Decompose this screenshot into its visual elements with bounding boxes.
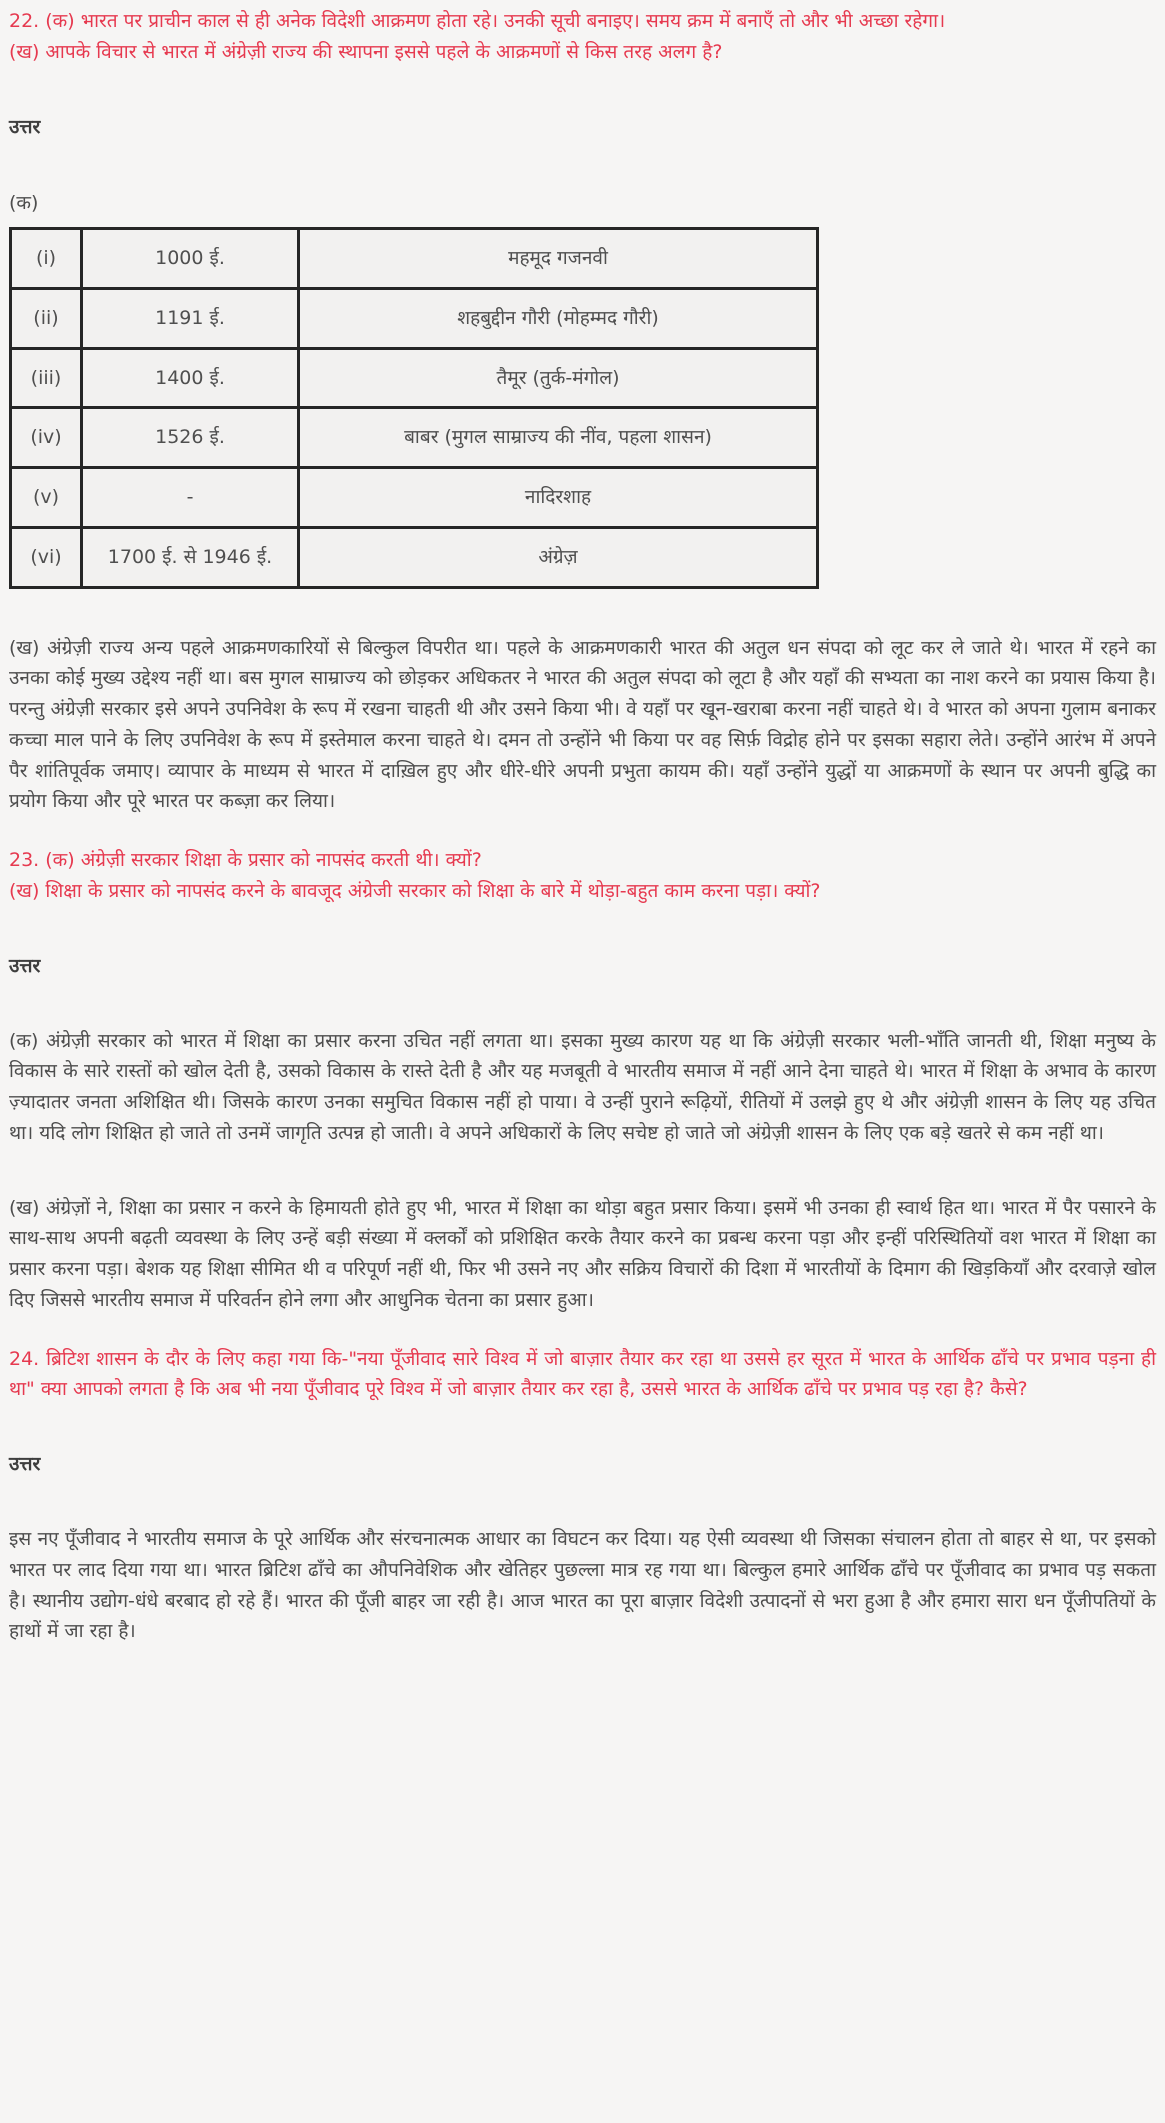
invader-cell: नादिरशाह (299, 468, 818, 528)
table-row (11, 229, 818, 289)
answer-label-q22: उत्तर (9, 115, 41, 138)
q22-answer-part-b-paragraph: (ख) अंग्रेज़ी राज्य अन्य पहले आक्रमणकारियों से बिल्कुल विपरीत था। पहले के आक्रमणकारी भारत की अतुल धन संपदा को लूट कर ले जाते थे। भारत में रहने का उनका कोई मुख्य उद्देश्य नहीं था। बस मुगल साम्राज्य को छोड़कर अधिकतर ने भारत की अतुल संपदा को लूटा है और यहाँ की सभ्यता का नाश करने का प्रयास किया है। परन्तु अंग्रेज़ी सरकार इसे अपने उपनिवेश के रूप में रखना चाहती थी और उसने किया भी। वे यहाँ पर खून-खराबा करना नहीं चाहते थे। वे भारत को अपना गुलाम बनाकर कच्चा माल पाने के लिए उपनिवेश के रूप में इस्तेमाल करना चाहते थे। दमन तो उन्होंने भी किया पर वह सिर्फ़ विद्रोह होने पर इसका सहारा लेते। उन्होंने आरंभ में अपने पैर शांतिपूर्वक जमाए। व्यापार के माध्यम से भारत में दाख़िल हुए और धीरे-धीरे अपनी प्रभुता कायम की। यहाँ उन्होंने युद्धों या आक्रमणों के स्थान पर अपनी बुद्धि का प्रयोग किया और पूरे भारत पर कब्ज़ा कर लिया। (9, 636, 1156, 813)
invader-cell: अंग्रेज़ (299, 527, 818, 587)
q23-answer-part-b-paragraph: (ख) अंग्रेज़ों ने, शिक्षा का प्रसार न करने के हिमायती होते हुए भी, भारत में शिक्षा का थोड़ा बहुत प्रसार किया। इसमें भी उनका ही स्वार्थ हित था। भारत में पैर पसारने के साथ-साथ अपनी बढ़ती व्यवस्था के लिए उन्हें बड़ी संख्या में क्लर्कों को प्रशिक्षित करके तैयार करने का प्रबन्ध करना पड़ा और इन्हीं परिस्थितियों वश भारत में शिक्षा का प्रसार करना पड़ा। बेशक यह शिक्षा सीमित थी व परिपूर्ण नहीं थी, फिर भी उसने नए और सक्रिय विचारों की दिशा में भारतीयों के दिमाग की खिड़कियाँ और दरवाज़े खोल दिए जिससे भारतीय समाज में परिवर्तन होने लगा और आधुनिक चेतना का प्रसार हुआ। (9, 1196, 1156, 1311)
invasions-table (9, 227, 819, 589)
invader-cell: महमूद गजनवी (299, 229, 818, 289)
invader-cell: तैमूर (तुर्क-मंगोल) (299, 348, 818, 408)
question-23-part-b: (ख) शिक्षा के प्रसार को नापसंद करने के बावजूद अंग्रेजी सरकार को शिक्षा के बारे में थोड़ा-बहुत काम करना पड़ा। क्यों? (9, 880, 821, 903)
answer-label-q23: उत्तर (9, 954, 41, 977)
period-cell: 1000 ई. (82, 229, 299, 289)
table-row (11, 288, 818, 348)
table-row (11, 527, 818, 587)
table-row (11, 348, 818, 408)
period-cell: - (82, 468, 299, 528)
invader-cell: शहबुद्दीन गौरी (मोहम्मद गौरी) (299, 288, 818, 348)
row-index-cell: (vi) (11, 527, 82, 587)
row-index-cell: (v) (11, 468, 82, 528)
row-index-cell: (iii) (11, 348, 82, 408)
period-cell: 1700 ई. से 1946 ई. (82, 527, 299, 587)
question-22-part-b: (ख) आपके विचार से भारत में अंग्रेज़ी राज्य की स्थापना इससे पहले के आक्रमणों से किस तरह अलग है? (9, 40, 723, 63)
question-24-text: 24. ब्रिटिश शासन के दौर के लिए कहा गया कि-"नया पूँजीवाद सारे विश्व में जो बाज़ार तैयार कर रहा था उससे हर सूरत में भारत के आर्थिक ढाँचे पर प्रभाव पड़ना ही था" क्या आपको लगता है कि अब भी नया पूँजीवाद पूरे विश्व में जो बाज़ार तैयार कर रहा है, उससे भारत के आर्थिक ढाँचे पर प्रभाव पड़ रहा है? कैसे? (9, 1347, 1156, 1401)
period-cell: 1526 ई. (82, 408, 299, 468)
row-index-cell: (i) (11, 229, 82, 289)
q24-answer-paragraph: इस नए पूँजीवाद ने भारतीय समाज के पूरे आर्थिक और संरचनात्मक आधार का विघटन कर दिया। यह ऐसी व्यवस्था थी जिसका संचालन होता तो बाहर से था, पर इसको भारत पर लाद दिया गया था। भारत ब्रिटिश ढाँचे का औपनिवेशिक और खेतिहर पुछल्ला मात्र रह गया था। बिल्कुल हमारे आर्थिक ढाँचे पर पूँजीवाद का प्रभाव पड़ सकता है। स्थानीय उद्योग-धंधे बरबाद हो रहे हैं। भारत की पूँजी बाहर जा रही है। आज भारत का पूरा बाज़ार विदेशी उत्पादनों से भरा हुआ है और हमारा सारा धन पूँजीपतियों के हाथों में जा रहा है। (9, 1527, 1156, 1643)
question-24-block (9, 1344, 1156, 1406)
period-cell: 1191 ई. (82, 288, 299, 348)
period-cell: 1400 ई. (82, 348, 299, 408)
answer-part-a-label: (क) (9, 192, 39, 215)
row-index-cell: (ii) (11, 288, 82, 348)
table-row (11, 408, 818, 468)
question-23-block (9, 845, 1156, 907)
question-22-part-a: 22. (क) भारत पर प्राचीन काल से ही अनेक विदेशी आक्रमण होता रहे। उनकी सूची बनाइए। समय क्रम में बनाएँ तो और भी अच्छा रहेगा। (9, 10, 946, 32)
answer-label-q24: उत्तर (9, 1453, 41, 1476)
q23-answer-part-a-paragraph: (क) अंग्रेज़ी सरकार को भारत में शिक्षा का प्रसार करना उचित नहीं लगता था। इसका मुख्य कारण यह था कि अंग्रेज़ी सरकार भली-भाँति जानती थी, शिक्षा मनुष्य के विकास के सारे रास्तों को खोल देती है, उसको विकास के रास्ते देती है और यह मजबूती वे भारतीय समाज में नहीं आने देना चाहते थे। भारत में शिक्षा के अभाव के कारण ज़्यादातर जनता अशिक्षित थी। जिसके कारण उनका समुचित विकास नहीं हो पाया। वे उन्हीं पुराने रूढ़ियों, रीतियों में उलझे हुए थे और अंग्रेज़ी शासन के लिए यह उचित था। यदि लोग शिक्षित हो जाते तो उनमें जागृति उत्पन्न हो जाती। वे अपने अधिकारों के लिए सचेष्ट हो जाते जो अंग्रेज़ी शासन के लिए एक बड़े खतरे से कम नहीं था। (9, 1029, 1156, 1144)
table-row (11, 468, 818, 528)
row-index-cell: (iv) (11, 408, 82, 468)
invader-cell: बाबर (मुगल साम्राज्य की नींव, पहला शासन) (299, 408, 818, 468)
question-23-part-a: 23. (क) अंग्रेज़ी सरकार शिक्षा के प्रसार को नापसंद करती थी। क्यों? (9, 849, 482, 872)
